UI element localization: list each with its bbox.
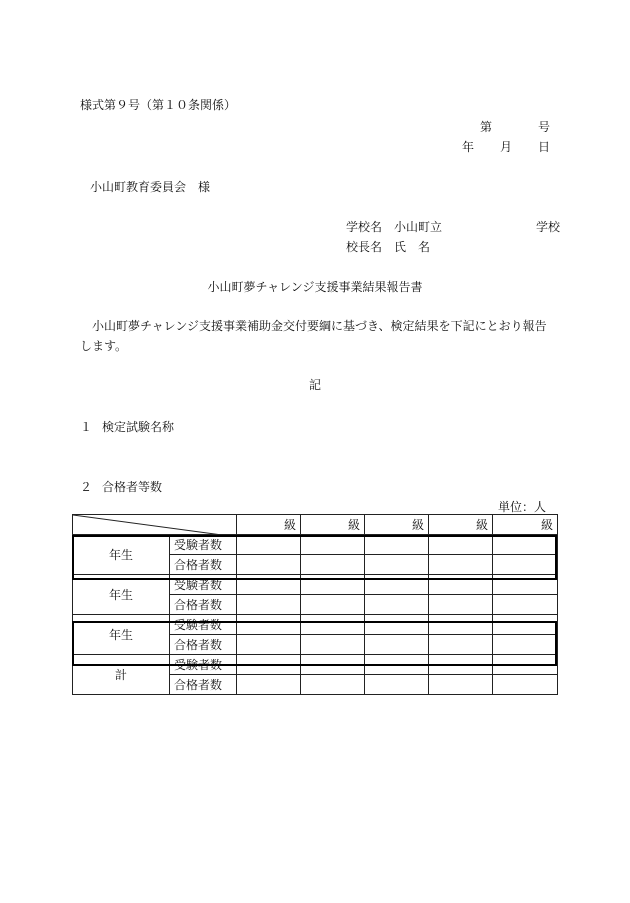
table-row xyxy=(73,575,558,595)
row-label: 合格者数 xyxy=(170,635,237,655)
group-label: 年生 xyxy=(73,535,170,575)
unit-label: 単位：人 xyxy=(497,500,546,514)
data-cell[interactable] xyxy=(301,535,365,555)
addressee: 小山町教育委員会 様 xyxy=(90,180,211,194)
results-table xyxy=(72,514,558,695)
group-label: 計 xyxy=(73,655,170,695)
data-cell[interactable] xyxy=(365,555,429,575)
document-number-prefix: 第 xyxy=(479,120,492,134)
form-id: 様式第９号（第１０条関係） xyxy=(80,98,237,112)
ki-heading: 記 xyxy=(308,378,321,392)
row-label: 受験者数 xyxy=(170,535,237,555)
data-cell[interactable] xyxy=(429,575,493,595)
section-2-number: ２ xyxy=(80,480,93,494)
grade-header: 級 xyxy=(493,515,558,535)
principal-label: 校長名 xyxy=(346,240,383,254)
data-cell[interactable] xyxy=(493,595,558,615)
school-town: 小山町立 xyxy=(394,220,443,234)
data-cell[interactable] xyxy=(429,655,493,675)
diagonal-line xyxy=(73,515,237,537)
data-cell[interactable] xyxy=(493,615,558,635)
grade-header: 級 xyxy=(237,515,301,535)
data-cell[interactable] xyxy=(365,635,429,655)
data-cell[interactable] xyxy=(301,675,365,695)
row-label: 受験者数 xyxy=(170,575,237,595)
data-cell[interactable] xyxy=(237,535,301,555)
table-row xyxy=(73,655,558,675)
grade-header: 級 xyxy=(429,515,493,535)
row-label: 合格者数 xyxy=(170,595,237,615)
data-cell[interactable] xyxy=(365,615,429,635)
document-title: 小山町夢チャレンジ支援事業結果報告書 xyxy=(207,280,423,294)
data-cell[interactable] xyxy=(429,615,493,635)
data-cell[interactable] xyxy=(429,535,493,555)
data-cell[interactable] xyxy=(301,595,365,615)
table-row xyxy=(73,535,558,555)
section-1 xyxy=(80,418,174,435)
data-cell[interactable] xyxy=(365,535,429,555)
data-cell[interactable] xyxy=(493,555,558,575)
data-cell[interactable] xyxy=(365,595,429,615)
data-cell[interactable] xyxy=(493,575,558,595)
data-cell[interactable] xyxy=(237,595,301,615)
date-day: 日 xyxy=(537,140,550,154)
date-month: 月 xyxy=(499,140,512,154)
document-date xyxy=(462,138,550,155)
body-text: 小山町夢チャレンジ支援事業補助金交付要綱に基づき、検定結果を下記にとおり報告します。 xyxy=(80,319,547,353)
group-label: 年生 xyxy=(73,575,170,615)
section-1-number: １ xyxy=(80,420,93,434)
data-cell[interactable] xyxy=(429,595,493,615)
data-cell[interactable] xyxy=(493,635,558,655)
data-cell[interactable] xyxy=(237,615,301,635)
table-corner-cell xyxy=(73,515,237,535)
data-cell[interactable] xyxy=(237,555,301,575)
data-cell[interactable] xyxy=(493,535,558,555)
group-label: 年生 xyxy=(73,615,170,655)
data-cell[interactable] xyxy=(429,555,493,575)
data-cell[interactable] xyxy=(493,655,558,675)
row-label: 合格者数 xyxy=(170,675,237,695)
document-number xyxy=(480,118,550,135)
row-label: 合格者数 xyxy=(170,555,237,575)
data-cell[interactable] xyxy=(301,575,365,595)
data-cell[interactable] xyxy=(237,675,301,695)
results-table-wrapper xyxy=(72,514,557,708)
row-label: 受験者数 xyxy=(170,615,237,635)
document-number-suffix: 号 xyxy=(537,120,550,134)
table-header-row xyxy=(73,515,558,535)
table-row xyxy=(73,615,558,635)
data-cell[interactable] xyxy=(301,635,365,655)
school-line xyxy=(346,218,560,235)
data-cell[interactable] xyxy=(493,675,558,695)
data-cell[interactable] xyxy=(237,635,301,655)
row-label: 受験者数 xyxy=(170,655,237,675)
grade-header: 級 xyxy=(365,515,429,535)
data-cell[interactable] xyxy=(365,675,429,695)
data-cell[interactable] xyxy=(237,655,301,675)
data-cell[interactable] xyxy=(429,635,493,655)
section-2-label: 合格者等数 xyxy=(102,480,163,494)
data-cell[interactable] xyxy=(301,555,365,575)
section-1-label: 検定試験名称 xyxy=(102,420,175,434)
principal-name-label: 氏 名 xyxy=(394,240,431,254)
grade-header: 級 xyxy=(301,515,365,535)
data-cell[interactable] xyxy=(365,655,429,675)
principal-line xyxy=(346,238,430,255)
data-cell[interactable] xyxy=(301,615,365,635)
data-cell[interactable] xyxy=(237,575,301,595)
school-label: 学校名 xyxy=(346,220,383,234)
data-cell[interactable] xyxy=(301,655,365,675)
section-2 xyxy=(80,478,162,495)
data-cell[interactable] xyxy=(365,575,429,595)
date-year: 年 xyxy=(461,140,474,154)
school-suffix: 学校 xyxy=(536,220,561,234)
data-cell[interactable] xyxy=(429,675,493,695)
